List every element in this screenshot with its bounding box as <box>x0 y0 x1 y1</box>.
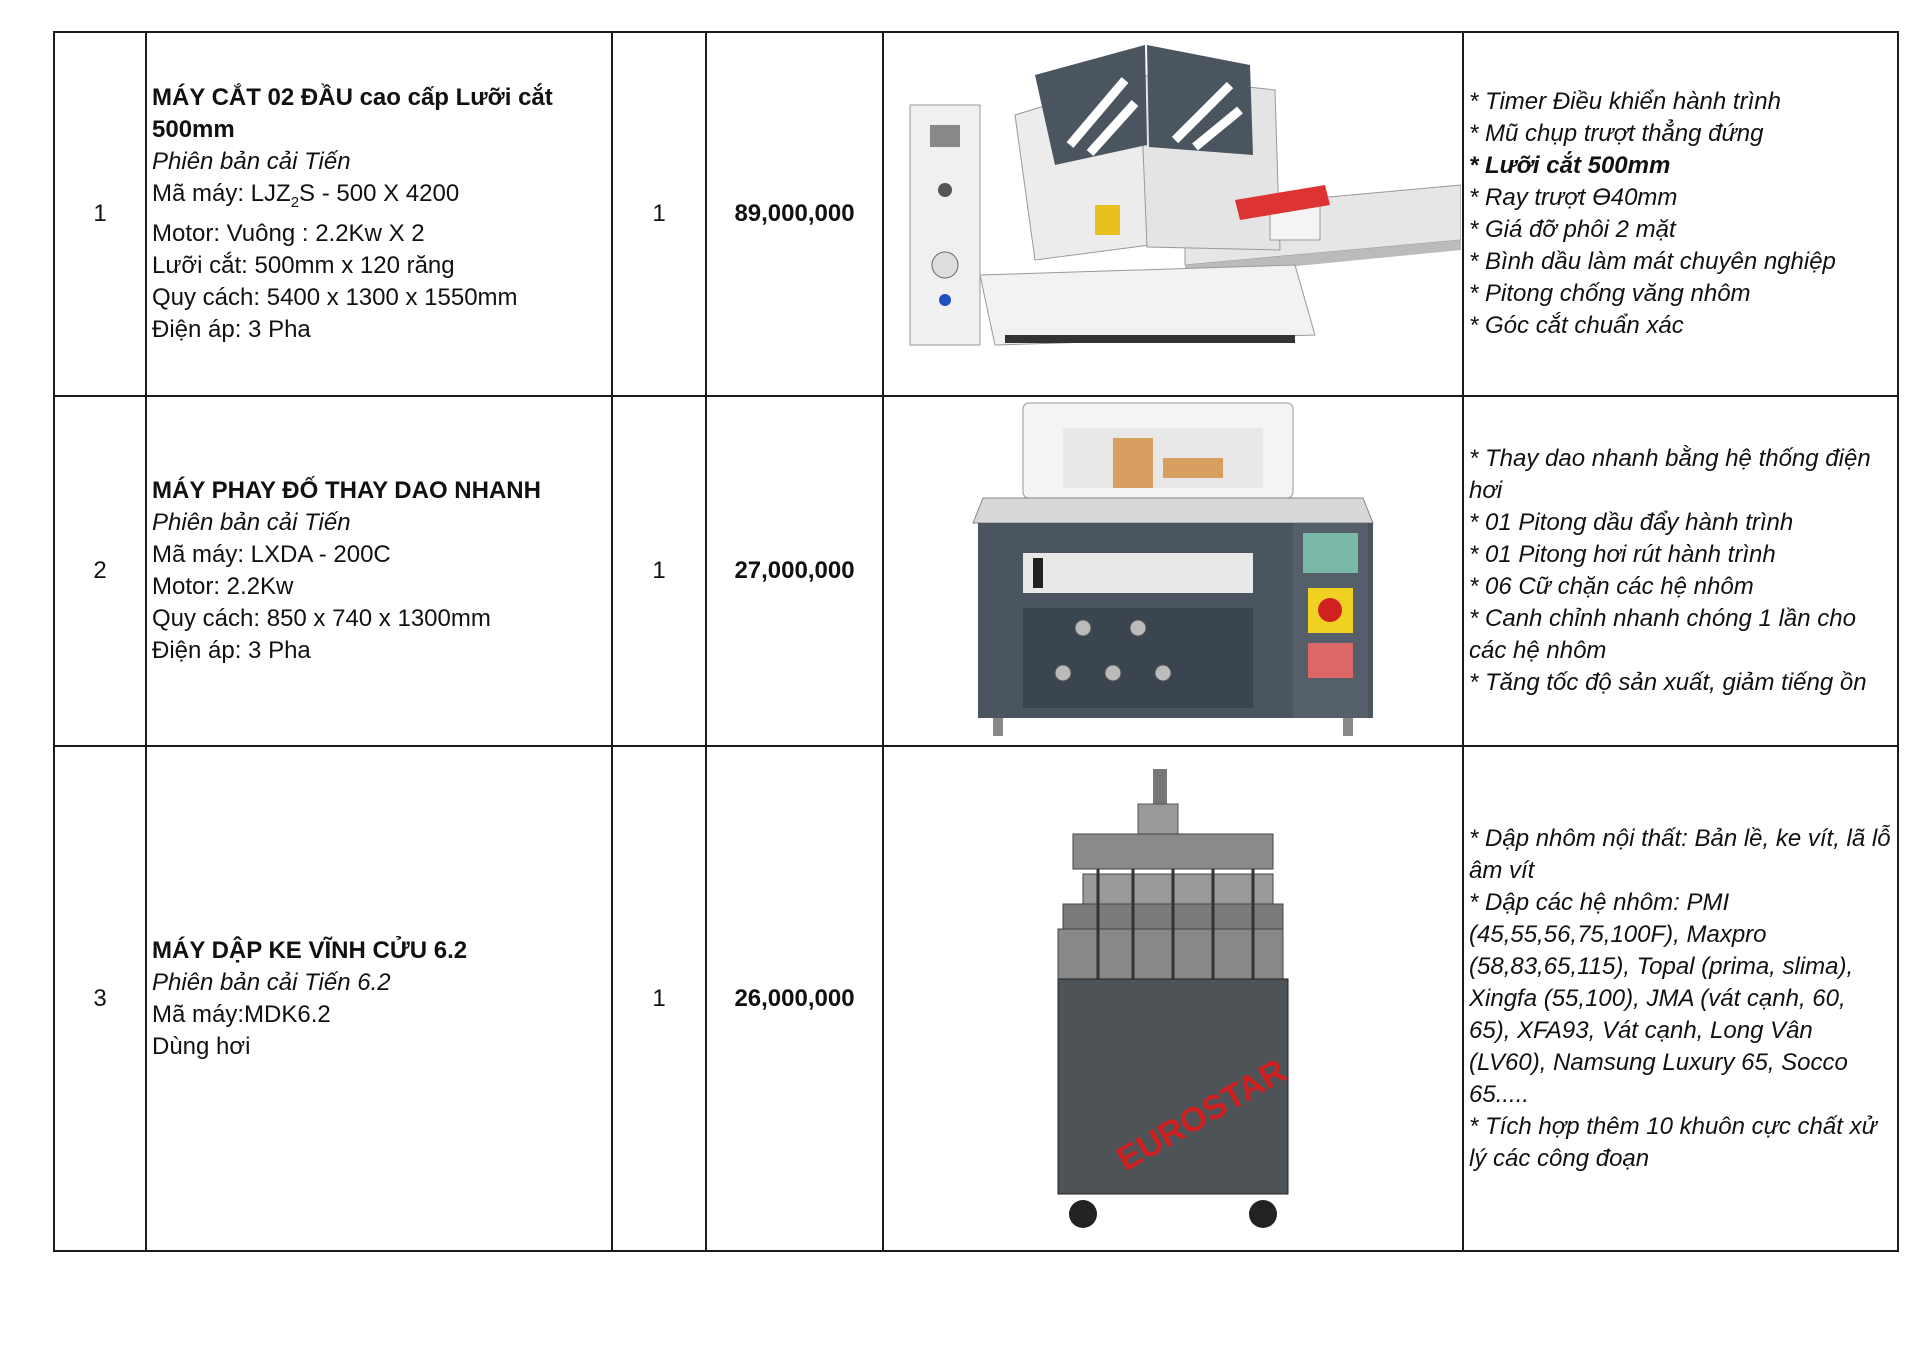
product-title: MÁY PHAY ĐỐ THAY DAO NHANH <box>152 477 541 504</box>
feature-item: * Thay dao nhanh bằng hệ thống điện hơi <box>1469 445 1871 504</box>
row-number: 1 <box>54 32 146 396</box>
quotation-table <box>53 31 1899 1252</box>
product-motor: Motor: 2.2Kw <box>152 573 294 600</box>
model-prefix: Mã máy: LJZ <box>152 179 291 207</box>
product-image <box>883 746 1463 1251</box>
feature-item: * Mũ chụp trượt thẳng đứng <box>1469 120 1764 147</box>
row-number: 3 <box>54 746 146 1251</box>
model-subscript: 2 <box>290 193 300 211</box>
product-description <box>146 396 612 746</box>
product-edition: Phiên bản cải Tiến <box>152 509 351 536</box>
feature-item: * 06 Cữ chặn các hệ nhôm <box>1469 573 1754 600</box>
eurostar-logo: EUROSTAR <box>1110 1051 1293 1179</box>
feature-item: * Tăng tốc độ sản xuất, giảm tiếng ồn <box>1469 669 1867 696</box>
price: 27,000,000 <box>706 396 883 746</box>
feature-item: * Canh chỉnh nhanh chóng 1 lần cho các hệ nhôm <box>1469 605 1856 664</box>
table-row <box>54 396 1898 746</box>
feature-list <box>1463 746 1898 1251</box>
product-model: Mã máy:MDK6.2 <box>152 1000 331 1028</box>
product-motor: Motor: Vuông : 2.2Kw X 2 <box>152 220 425 248</box>
feature-list <box>1463 32 1898 396</box>
product-size: Quy cách: 850 x 740 x 1300mm <box>152 605 491 632</box>
product-blade: Lưỡi cắt: 500mm x 120 răng <box>152 252 455 280</box>
feature-item: * Giá đỡ phôi 2 mặt <box>1469 216 1676 243</box>
price: 89,000,000 <box>706 32 883 396</box>
product-power: Dùng hơi <box>152 1032 251 1060</box>
product-voltage: Điện áp: 3 Pha <box>152 316 311 344</box>
feature-item: * Lưỡi cắt 500mm <box>1469 152 1671 179</box>
product-image <box>883 396 1463 746</box>
double-head-saw-machine-photo <box>885 35 1461 393</box>
feature-item: * Timer Điều khiển hành trình <box>1469 88 1781 115</box>
model-suffix: S - 500 X 4200 <box>299 179 460 207</box>
row-number: 2 <box>54 396 146 746</box>
product-title: MÁY CẮT 02 ĐẦU cao cấp Lưỡi cắt 500mm <box>152 83 553 143</box>
product-size: Quy cách: 5400 x 1300 x 1550mm <box>152 284 518 312</box>
product-edition: Phiên bản cải Tiến <box>152 147 351 175</box>
milling-machine-photo <box>963 398 1383 744</box>
feature-item: * Bình dầu làm mát chuyên nghiệp <box>1469 248 1836 275</box>
product-model: Mã máy: LXDA - 200C <box>152 541 391 568</box>
product-title: MÁY DẬP KE VĨNH CỬU 6.2 <box>152 936 468 964</box>
product-description <box>146 746 612 1251</box>
feature-item: * Tích hợp thêm 10 khuôn cực chất xử lý các công đoạn <box>1469 1112 1877 1172</box>
product-image <box>883 32 1463 396</box>
product-edition: Phiên bản cải Tiến 6.2 <box>152 968 391 996</box>
product-model <box>152 178 605 219</box>
feature-item: * 01 Pitong dầu đẩy hành trình <box>1469 509 1794 536</box>
feature-item: * Ray trượt Ɵ40mm <box>1469 184 1678 211</box>
quantity: 1 <box>612 746 706 1251</box>
feature-item: * 01 Pitong hơi rút hành trình <box>1469 541 1776 568</box>
table-row <box>54 32 1898 396</box>
feature-item: * Dập nhôm nội thất: Bản lề, ke vít, lã lỗ âm vít <box>1469 824 1891 884</box>
quantity: 1 <box>612 396 706 746</box>
table-row <box>54 746 1898 1251</box>
feature-list <box>1463 396 1898 746</box>
product-voltage: Điện áp: 3 Pha <box>152 637 311 664</box>
punching-machine-photo <box>1043 764 1303 1234</box>
feature-item: * Dập các hệ nhôm: PMI (45,55,56,75,100F), Maxpro (58,83,65,115), Topal (prima, slima), Xingfa (55,100), JMA (vát cạnh, 60, 65), XFA93, Vát cạnh, Long Vân (LV60), Namsung Luxury 65, Socco 65..... <box>1469 888 1854 1108</box>
product-description <box>146 32 612 396</box>
price: 26,000,000 <box>706 746 883 1251</box>
feature-item: * Pitong chống văng nhôm <box>1469 280 1751 307</box>
feature-item: * Góc cắt chuẩn xác <box>1469 312 1684 339</box>
quantity: 1 <box>612 32 706 396</box>
